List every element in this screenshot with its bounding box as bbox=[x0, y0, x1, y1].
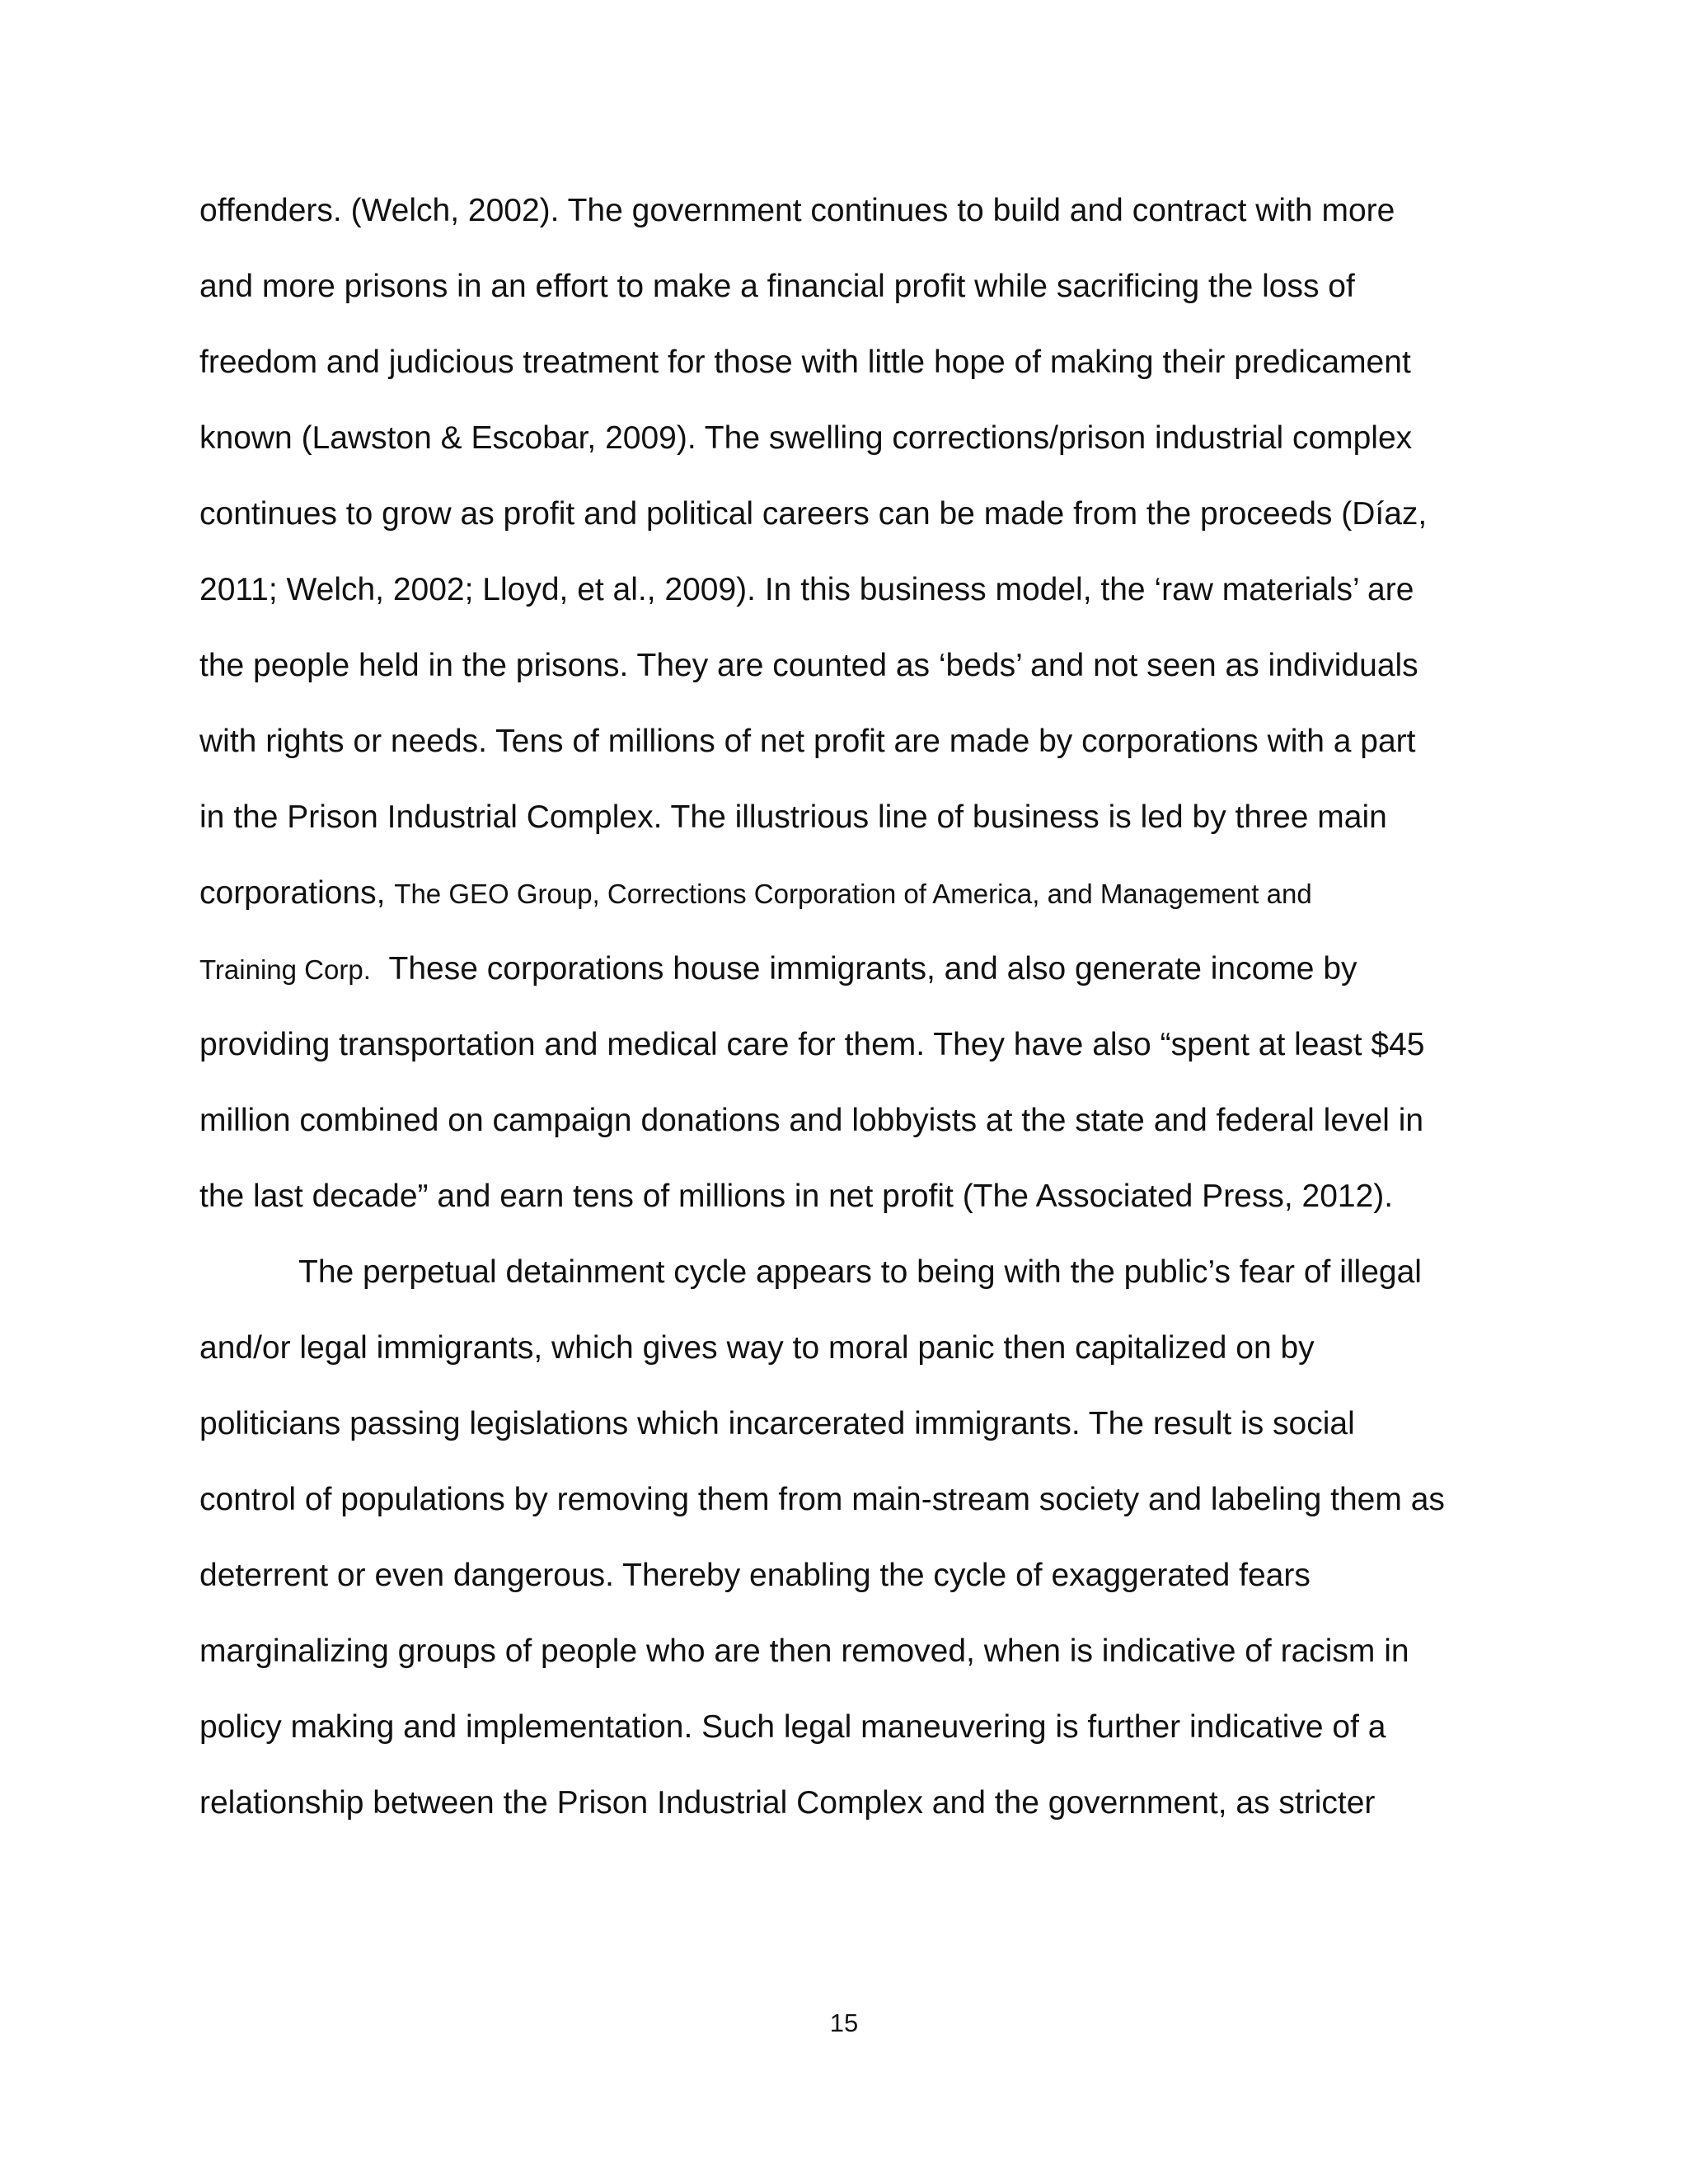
text-line: in the Prison Industrial Complex. The illustrious line of business is led by three main bbox=[199, 799, 1387, 835]
text-line-mixed bbox=[199, 949, 1357, 989]
text-span: corporations, bbox=[199, 875, 395, 911]
text-line: and/or legal immigrants, which gives way to moral panic then capitalized on by bbox=[199, 1330, 1315, 1366]
text-line: with rights or needs. Tens of millions of net profit are made by corporations with a part bbox=[199, 724, 1416, 759]
page-number: 15 bbox=[829, 2008, 859, 2037]
paragraph-first-line: The perpetual detainment cycle appears to being with the public’s fear of illegal bbox=[298, 1254, 1422, 1290]
text-line: deterrent or even dangerous. Thereby enabling the cycle of exaggerated fears bbox=[199, 1558, 1311, 1593]
text-line: marginalizing groups of people who are then removed, when is indicative of racism in bbox=[199, 1633, 1409, 1669]
text-line: policy making and implementation. Such legal maneuvering is further indicative of a bbox=[199, 1709, 1386, 1745]
text-line: relationship between the Prison Industrial Complex and the government, as stricter bbox=[199, 1785, 1376, 1821]
text-line: politicians passing legislations which incarcerated immigrants. The result is social bbox=[199, 1406, 1355, 1441]
text-line: providing transportation and medical care for them. They have also “spent at least $45 bbox=[199, 1027, 1425, 1062]
text-line: and more prisons in an effort to make a financial profit while sacrificing the loss of bbox=[199, 269, 1355, 304]
text-line: 2011; Welch, 2002; Lloyd, et al., 2009). In this business model, the ‘raw materials’ are bbox=[199, 572, 1414, 607]
text-line: million combined on campaign donations and lobbyists at the state and federal level in bbox=[199, 1103, 1424, 1138]
text-line: the people held in the prisons. They are counted as ‘beds’ and not seen as individuals bbox=[199, 648, 1418, 683]
text-span-small: Training Corp. bbox=[199, 954, 371, 985]
text-span-small: The GEO Group, Corrections Corporation of America, and Management and bbox=[394, 879, 1312, 909]
text-line: offenders. (Welch, 2002). The government continues to build and contract with more bbox=[199, 193, 1395, 228]
text-line: control of populations by removing them from main-stream society and labeling them as bbox=[199, 1482, 1445, 1517]
text-span bbox=[371, 951, 389, 987]
text-line-mixed bbox=[199, 874, 1312, 913]
text-line: freedom and judicious treatment for those with little hope of making their predicament bbox=[199, 344, 1411, 380]
text-line: the last decade” and earn tens of millions in net profit (The Associated Press, 2012). bbox=[199, 1179, 1394, 1214]
text-span: These corporations house immigrants, and also generate income by bbox=[388, 951, 1357, 987]
text-line: continues to grow as profit and political careers can be made from the proceeds (Díaz, bbox=[199, 496, 1428, 532]
text-line: known (Lawston & Escobar, 2009). The swelling corrections/prison industrial complex bbox=[199, 420, 1413, 456]
